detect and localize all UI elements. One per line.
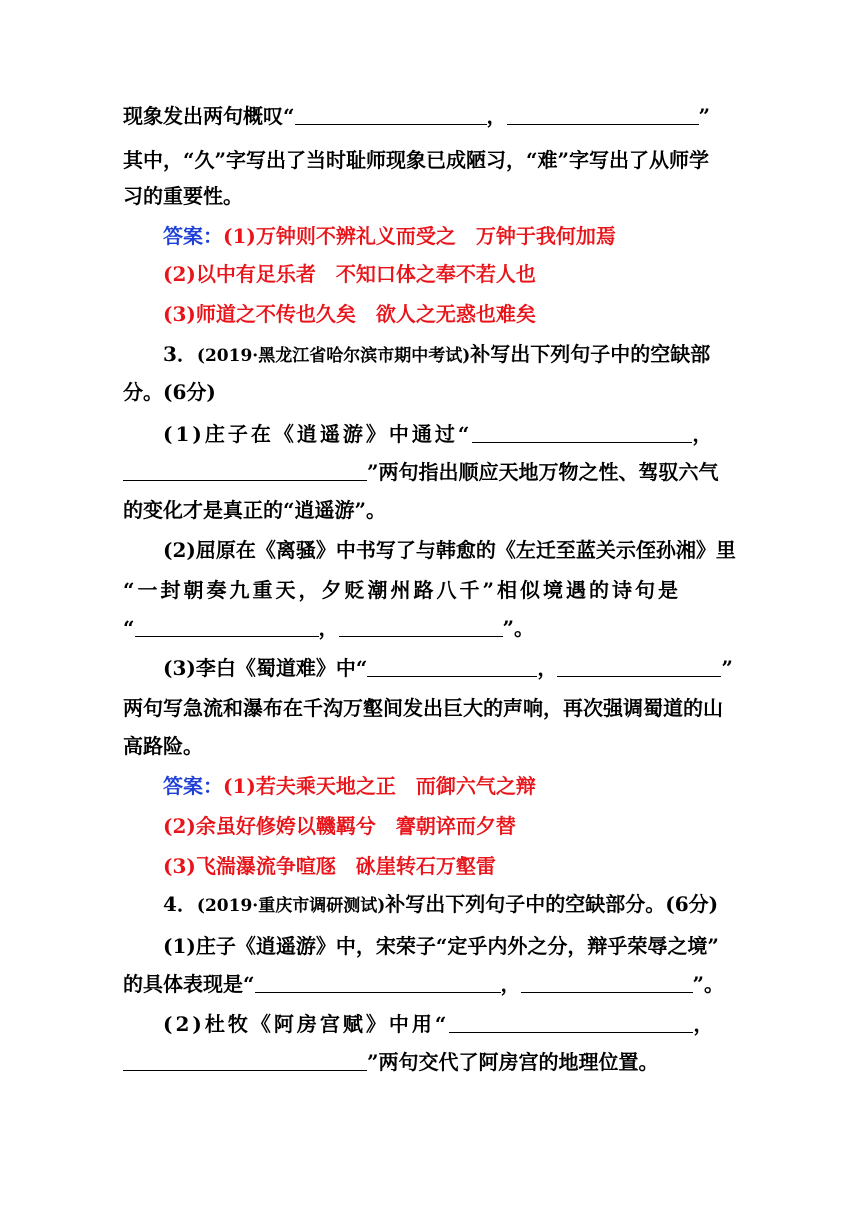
answer-line-1 [163, 220, 743, 252]
blank[interactable] [449, 1010, 693, 1033]
q4-item-1-text: 的具体表现是“ [123, 972, 255, 996]
q3-item-2: (2)屈原在《离骚》中书写了与韩愈的《左迁至蓝关示侄孙湘》里 [163, 538, 736, 562]
quote-end: ” [698, 104, 711, 128]
quote-start: “ [123, 616, 135, 640]
blank[interactable] [521, 970, 693, 993]
q3-item-1-cont-2: 的变化才是真正的“逍遥游”。 [123, 498, 387, 522]
text-line-1 [123, 100, 743, 132]
comma: ， [318, 616, 339, 640]
q3-item-2-cont-2 [123, 612, 743, 644]
question-3-header [163, 338, 743, 370]
comma: ， [537, 656, 558, 680]
question-text: 补写出下列句子中的空缺部分。(6分) [385, 892, 719, 916]
quote-end: ” [721, 656, 733, 680]
blank[interactable] [339, 614, 503, 637]
answer-line-2: (2)以中有足乐者 不知口体之奉不若人也 [163, 262, 536, 286]
q3-item-3-cont: 两句写急流和瀑布在千沟万壑间发出巨大的声响，再次强调蜀道的山 [123, 696, 723, 720]
blank[interactable] [255, 970, 501, 993]
q3-item-1 [163, 418, 743, 450]
quote-end: ”。 [692, 972, 725, 996]
comma: ， [692, 422, 713, 446]
q3-item-1-text: (1)庄子在《逍遥游》中通过“ [163, 422, 473, 446]
answer-line-4 [163, 770, 743, 802]
q3-item-3 [163, 652, 743, 684]
blank[interactable] [135, 614, 319, 637]
q3-item-3-cont-2: 高路险。 [123, 734, 203, 758]
answer-line-6: (3)飞湍瀑流争喧豗 砯崖转石万壑雷 [163, 854, 496, 878]
q4-item-2 [163, 1008, 743, 1040]
question-number: 3． [163, 342, 197, 366]
blank[interactable] [123, 1048, 367, 1071]
answer-text: (1)万钟则不辨礼义而受之 万钟于我何加焉 [223, 224, 616, 248]
line-1-text: 现象发出两句概叹“ [123, 104, 295, 128]
answer-line-3: (3)师道之不传也久矣 欲人之无惑也难矣 [163, 302, 536, 326]
q3-item-1-text-2: ”两句指出顺应天地万物之性、驾驭六气 [367, 460, 719, 484]
quote-end: ”。 [502, 616, 535, 640]
comma: ， [693, 1012, 714, 1036]
q4-item-2-text: (2)杜牧《阿房宫赋》中用“ [163, 1012, 450, 1036]
question-4-header [163, 888, 743, 920]
q3-item-1-cont [123, 456, 743, 488]
question-source: (2019·黑龙江省哈尔滨市期中考试) [196, 346, 471, 366]
question-number: 4． [163, 892, 197, 916]
q4-item-1-cont [123, 968, 743, 1000]
answer-line-5: (2)余虽好修姱以鞿羁兮 謇朝谇而夕替 [163, 814, 516, 838]
q4-item-2-cont [123, 1046, 743, 1078]
comma: ， [486, 104, 507, 128]
answer-text: (1)若夫乘天地之正 而御六气之辩 [223, 774, 536, 798]
blank[interactable] [295, 102, 487, 125]
text-line-3: 习的重要性。 [123, 184, 243, 208]
answer-label: 答案： [163, 224, 223, 248]
question-source: (2019·重庆市调研测试) [196, 896, 386, 916]
text-line-2: 其中，“久”字写出了当时耻师现象已成陋习，“难”字写出了从师学 [123, 148, 710, 172]
q3-item-3-text: (3)李白《蜀道难》中“ [163, 656, 368, 680]
q4-item-1: (1)庄子《逍遥游》中，宋荣子“定乎内外之分，辩乎荣辱之境” [163, 934, 719, 958]
question-text: 补写出下列句子中的空缺部 [470, 342, 711, 366]
q4-item-2-text-2: ”两句交代了阿房宫的地理位置。 [367, 1050, 659, 1074]
blank[interactable] [367, 654, 537, 677]
answer-label: 答案： [163, 774, 223, 798]
blank[interactable] [557, 654, 721, 677]
question-3-text-2: 分。(6分) [123, 380, 216, 404]
blank[interactable] [123, 458, 367, 481]
q3-item-2-cont: “一封朝奏九重天，夕贬潮州路八千”相似境遇的诗句是 [123, 578, 682, 602]
blank[interactable] [472, 420, 692, 443]
comma: ， [500, 972, 521, 996]
blank[interactable] [507, 102, 699, 125]
